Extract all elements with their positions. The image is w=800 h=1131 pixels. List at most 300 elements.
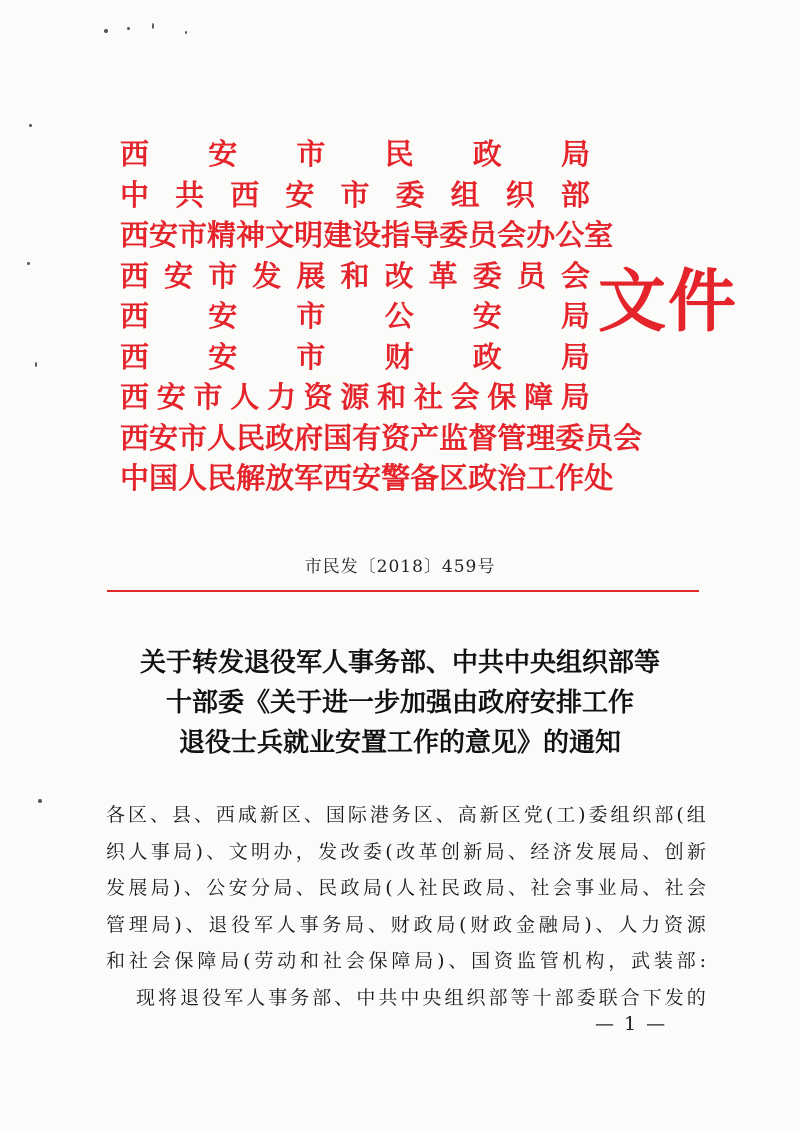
organization-char: 中 — [120, 461, 150, 495]
body-char: 局 — [362, 877, 382, 899]
organization-char: 管 — [497, 420, 527, 455]
body-char: 西 — [215, 804, 235, 826]
body-char: 央 — [422, 986, 442, 1009]
organization-char: 安 — [472, 299, 502, 333]
organization-char: 西 — [120, 299, 150, 333]
body-char: 保 — [368, 950, 388, 972]
organization-char: 民 — [384, 137, 414, 171]
body-char: ( — [459, 913, 467, 936]
organization-char: 市 — [296, 299, 326, 333]
organization-char: 改 — [384, 258, 414, 293]
organization-char: 精 — [207, 218, 237, 252]
organization-char: 委 — [555, 420, 585, 455]
title-line: 退役士兵就业安置工作的意见》的通知 — [178, 728, 621, 758]
body-char: 部 — [654, 804, 674, 826]
organization-char: 民 — [207, 461, 237, 495]
body-char: 务 — [391, 804, 411, 826]
body-char: 监 — [516, 950, 536, 972]
body-char: 中 — [400, 986, 420, 1009]
organization-char: 织 — [505, 177, 535, 212]
body-char: 务 — [290, 986, 310, 1009]
body-char: 、 — [193, 804, 213, 826]
body-char: 区 — [501, 804, 521, 826]
body-char: 组 — [610, 804, 630, 826]
organization-char: 作 — [555, 461, 585, 495]
organization-char: 源 — [340, 380, 370, 414]
organization-char: 市 — [296, 339, 326, 374]
body-char: 管 — [106, 913, 126, 936]
organization-char: 资 — [381, 420, 411, 455]
body-char: 文 — [228, 840, 248, 863]
body-char: 改 — [340, 840, 360, 863]
body-char: 发 — [664, 986, 684, 1009]
body-char: 、 — [367, 913, 387, 936]
organization-char: 区 — [439, 461, 469, 495]
body-char: 、 — [507, 840, 527, 863]
organization-char: 神 — [236, 218, 266, 252]
body-char: 社 — [664, 877, 684, 899]
body-line — [106, 797, 706, 834]
body-char: ， — [295, 840, 315, 863]
body-char: 部 — [312, 986, 332, 1009]
body-char: 高 — [457, 804, 477, 826]
body-char: 新 — [259, 804, 279, 826]
body-char: 源 — [686, 913, 706, 936]
organization-line — [120, 296, 590, 337]
organization-char: 安 — [164, 258, 194, 293]
body-char: 人 — [128, 840, 148, 863]
organization-char: 理 — [526, 420, 556, 455]
organization-char: 员 — [516, 258, 546, 293]
scan-speck — [29, 124, 32, 127]
organization-char: 西 — [120, 137, 150, 171]
organization-char: 保 — [487, 380, 517, 414]
scan-speck — [104, 29, 108, 33]
organization-char: 安 — [156, 380, 186, 414]
body-char: 部 — [488, 986, 508, 1009]
organization-char: 局 — [560, 137, 590, 171]
body-char: 展 — [597, 840, 617, 863]
body-char: 、 — [303, 804, 323, 826]
body-char: 咸 — [237, 804, 257, 826]
organization-char: 会 — [497, 218, 527, 252]
body-line — [106, 834, 706, 871]
organization-char: 公 — [384, 299, 414, 333]
body-char: ， — [608, 950, 628, 972]
body-char: 局 — [150, 877, 170, 899]
body-char: 展 — [128, 877, 148, 899]
body-char: ( — [676, 804, 684, 826]
organization-char: 西 — [120, 258, 150, 293]
organization-char: 西 — [120, 339, 150, 374]
body-char: 各 — [106, 804, 126, 826]
body-char: 障 — [197, 950, 217, 972]
body-char: 、 — [334, 986, 354, 1009]
body-char: 织 — [106, 840, 126, 863]
body-char: 理 — [128, 913, 148, 936]
organization-char: 政 — [472, 339, 502, 374]
body-char: 会 — [552, 877, 572, 899]
body-char: 十 — [532, 986, 552, 1009]
body-char: 局 — [173, 840, 193, 863]
body-char: 役 — [231, 913, 251, 936]
body-char: 会 — [151, 950, 171, 972]
body-char: 退 — [208, 913, 228, 936]
body-char: ) — [437, 950, 445, 972]
body-char: 务 — [322, 913, 342, 936]
body-char: 工 — [556, 804, 576, 826]
body-char: 、 — [183, 877, 203, 899]
body-char: 新 — [463, 840, 483, 863]
organization-line — [120, 175, 590, 216]
body-char: ( — [385, 840, 393, 863]
organization-line — [120, 215, 614, 256]
organization-char: 部 — [560, 177, 590, 212]
organization-char: 共 — [175, 177, 205, 212]
body-char: 新 — [686, 840, 706, 863]
organization-char: 安 — [149, 420, 179, 455]
body-char: 、 — [507, 877, 527, 899]
organization-char: 委 — [472, 258, 502, 293]
organization-char: 政 — [265, 420, 295, 455]
body-char: 织 — [466, 986, 486, 1009]
organization-char: 安 — [352, 461, 382, 495]
organization-char: 会 — [613, 420, 643, 455]
body-char: 革 — [418, 840, 438, 863]
organization-char: 有 — [352, 420, 382, 455]
organization-char: 和 — [377, 380, 407, 414]
body-char: 资 — [663, 913, 683, 936]
body-char: 济 — [552, 840, 572, 863]
scan-speck — [185, 31, 187, 34]
body-char: 、 — [595, 913, 615, 936]
organization-char: 设 — [352, 218, 382, 252]
body-char: 保 — [174, 950, 194, 972]
organization-char: 资 — [303, 380, 333, 414]
body-char: 局 — [619, 877, 639, 899]
organization-char: 建 — [323, 218, 353, 252]
organization-char: 西 — [120, 218, 150, 252]
organization-char: 西 — [230, 177, 260, 212]
organization-char: 力 — [266, 380, 296, 414]
document-number: 市民发〔2018〕459号 — [304, 557, 496, 577]
body-char: 局 — [273, 877, 293, 899]
body-char: 现 — [136, 986, 156, 1009]
organization-char: 西 — [120, 380, 150, 414]
organization-char: 放 — [265, 461, 295, 495]
body-char: ) — [578, 804, 586, 826]
organization-char: 办 — [526, 218, 556, 252]
organization-char: 局 — [560, 339, 590, 374]
scan-speck — [127, 27, 130, 30]
body-char: 中 — [356, 986, 376, 1009]
body-char: 力 — [641, 913, 661, 936]
organization-char: 人 — [230, 380, 260, 414]
body-char: 金 — [515, 913, 535, 936]
body-char: ( — [385, 877, 393, 899]
body-char: 区 — [281, 804, 301, 826]
organization-line — [120, 256, 590, 297]
body-char: ) — [195, 840, 203, 863]
organization-char: 组 — [450, 177, 480, 212]
organization-char: 财 — [384, 339, 414, 374]
body-char: 国 — [325, 804, 345, 826]
organization-char: 产 — [410, 420, 440, 455]
body-char: 、 — [642, 877, 662, 899]
body-char: 政 — [463, 877, 483, 899]
body-char: 事 — [150, 840, 170, 863]
body-char: 民 — [318, 877, 338, 899]
organization-char: 发 — [252, 258, 282, 293]
body-char: 等 — [510, 986, 530, 1009]
body-char: 办 — [273, 840, 293, 863]
organization-char: 人 — [207, 420, 237, 455]
body-char: 组 — [444, 986, 464, 1009]
body-char: 组 — [686, 804, 706, 826]
body-char: 新 — [479, 804, 499, 826]
organization-char: 西 — [323, 461, 353, 495]
body-char: 、 — [149, 804, 169, 826]
body-char: 委 — [576, 986, 596, 1009]
body-char: 局 — [151, 913, 171, 936]
organization-char: 监 — [439, 420, 469, 455]
organization-char: 局 — [560, 380, 590, 414]
body-char: 役 — [202, 986, 222, 1009]
organization-char: 委 — [395, 177, 425, 212]
body-char: 党 — [523, 804, 543, 826]
body-char: 社 — [322, 950, 342, 972]
body-char: 、 — [206, 840, 226, 863]
body-char: 际 — [347, 804, 367, 826]
body-char: 创 — [440, 840, 460, 863]
body-char: 、 — [448, 950, 468, 972]
organization-char: 安 — [149, 218, 179, 252]
organization-char: 督 — [468, 420, 498, 455]
organization-char: 指 — [381, 218, 411, 252]
body-char: 分 — [251, 877, 271, 899]
organization-char: 和 — [340, 258, 370, 293]
body-char: 局 — [485, 877, 505, 899]
body-char: 和 — [300, 950, 320, 972]
body-char: 部 — [554, 986, 574, 1009]
body-char: 财 — [390, 913, 410, 936]
body-char: 动 — [277, 950, 297, 972]
body-char: 发 — [106, 877, 126, 899]
scan-speck — [152, 23, 154, 29]
document-word: 文件 — [598, 262, 739, 342]
organization-char: 处 — [584, 461, 614, 495]
body-char: ) — [174, 913, 182, 936]
body-char: 政 — [493, 913, 513, 936]
body-char: 构 — [585, 950, 605, 972]
organization-char: 中 — [120, 177, 150, 212]
organization-char: 革 — [428, 258, 458, 293]
body-char: 安 — [228, 877, 248, 899]
organization-char: 展 — [296, 258, 326, 293]
body-char: 发 — [575, 840, 595, 863]
organization-char: 国 — [323, 420, 353, 455]
body-char: 国 — [471, 950, 491, 972]
body-char: 机 — [562, 950, 582, 972]
organization-line — [120, 337, 590, 378]
body-char: 军 — [253, 913, 273, 936]
organization-char: 警 — [381, 461, 411, 495]
body-line — [106, 870, 706, 907]
body-char: 港 — [369, 804, 389, 826]
body-char: 业 — [597, 877, 617, 899]
body-char: 事 — [268, 986, 288, 1009]
organization-line — [120, 134, 590, 175]
body-char: 社 — [530, 877, 550, 899]
body-char: 人 — [276, 913, 296, 936]
organization-char: 市 — [178, 218, 208, 252]
body-char: 管 — [539, 950, 559, 972]
organization-char: 府 — [294, 420, 324, 455]
organization-char: 安 — [208, 137, 238, 171]
body-char: 明 — [251, 840, 271, 863]
organization-char: 市 — [340, 177, 370, 212]
body-char: 共 — [378, 986, 398, 1009]
organization-char: 障 — [524, 380, 554, 414]
body-char: 局 — [485, 840, 505, 863]
organization-char: 工 — [526, 461, 556, 495]
body-char: 人 — [618, 913, 638, 936]
body-char: 和 — [106, 950, 126, 972]
organization-char: 安 — [208, 339, 238, 374]
document-body — [106, 797, 706, 1016]
body-char: 会 — [345, 950, 365, 972]
body-line — [106, 907, 706, 944]
body-char: 会 — [686, 877, 706, 899]
organization-char: 员 — [584, 420, 614, 455]
body-char: 事 — [299, 913, 319, 936]
body-char: 区 — [413, 804, 433, 826]
body-char: 、 — [185, 913, 205, 936]
body-char: 军 — [224, 986, 244, 1009]
body-char: 融 — [538, 913, 558, 936]
body-char: 社 — [418, 877, 438, 899]
organization-char: 市 — [178, 420, 208, 455]
organization-char: 文 — [265, 218, 295, 252]
letterhead-organizations — [120, 134, 643, 499]
organization-char: 治 — [497, 461, 527, 495]
organization-char: 会 — [560, 258, 590, 293]
body-char: 政 — [340, 877, 360, 899]
organization-line — [120, 418, 643, 459]
body-char: 人 — [396, 877, 416, 899]
body-char: 财 — [470, 913, 490, 936]
body-char: 、 — [295, 877, 315, 899]
title-line: 关于转发退役军人事务部、中共中央组织部等 — [139, 648, 660, 678]
body-char: 局 — [561, 913, 581, 936]
body-char: 局 — [345, 913, 365, 936]
body-char: ) — [584, 913, 592, 936]
body-char: 改 — [396, 840, 416, 863]
document-title — [60, 643, 740, 763]
body-char: 下 — [642, 986, 662, 1009]
scan-speck — [35, 362, 37, 367]
body-char: 资 — [494, 950, 514, 972]
organization-char: 军 — [294, 461, 324, 495]
organization-char: 室 — [584, 218, 614, 252]
body-char: 武 — [631, 950, 651, 972]
organization-char: 会 — [450, 380, 480, 414]
body-char: 委 — [362, 840, 382, 863]
body-char: 经 — [530, 840, 550, 863]
body-char: 县 — [171, 804, 191, 826]
body-char: 障 — [391, 950, 411, 972]
body-char: 劳 — [254, 950, 274, 972]
body-char: : — [699, 950, 706, 972]
organization-line — [120, 458, 614, 499]
body-char: 装 — [653, 950, 673, 972]
organization-char: 安 — [285, 177, 315, 212]
body-char: 局 — [220, 950, 240, 972]
organization-char: 国 — [149, 461, 179, 495]
body-char: ( — [545, 804, 554, 826]
body-char: 人 — [246, 986, 266, 1009]
organization-char: 民 — [236, 420, 266, 455]
body-char: 部 — [676, 950, 696, 972]
body-char: 政 — [413, 913, 433, 936]
body-char: 局 — [414, 950, 434, 972]
body-char: 将 — [158, 986, 178, 1009]
organization-char: 西 — [120, 420, 150, 455]
organization-char: 局 — [560, 299, 590, 333]
body-char: ( — [243, 950, 251, 972]
body-line — [106, 980, 706, 1017]
scan-speck — [38, 799, 42, 803]
body-char: 退 — [180, 986, 200, 1009]
body-char: 社 — [128, 950, 148, 972]
body-char: 合 — [620, 986, 640, 1009]
page-number: — 1 — — [595, 1013, 668, 1035]
body-char: 发 — [318, 840, 338, 863]
body-char: 局 — [619, 840, 639, 863]
scan-speck — [27, 262, 30, 265]
organization-char: 解 — [236, 461, 266, 495]
body-char: 织 — [632, 804, 652, 826]
body-char: 、 — [642, 840, 662, 863]
body-char: 区 — [127, 804, 147, 826]
organization-char: 安 — [208, 299, 238, 333]
organization-char: 政 — [472, 137, 502, 171]
body-line — [106, 943, 706, 980]
body-char: 、 — [435, 804, 455, 826]
organization-char: 市 — [193, 380, 223, 414]
organization-char: 人 — [178, 461, 208, 495]
body-char: 委 — [588, 804, 608, 826]
body-char: 联 — [598, 986, 618, 1009]
organization-char: 公 — [555, 218, 585, 252]
organization-char: 市 — [208, 258, 238, 293]
organization-char: 员 — [468, 218, 498, 252]
organization-char: 明 — [294, 218, 324, 252]
body-char: 公 — [206, 877, 226, 899]
body-char: 创 — [664, 840, 684, 863]
organization-char: 备 — [410, 461, 440, 495]
organization-char: 委 — [439, 218, 469, 252]
organization-char: 政 — [468, 461, 498, 495]
title-line: 十部委《关于进一步加强由政府安排工作 — [165, 688, 634, 718]
body-char: 民 — [440, 877, 460, 899]
organization-char: 导 — [410, 218, 440, 252]
body-char: ) — [173, 877, 181, 899]
body-char: 局 — [436, 913, 456, 936]
organization-char: 社 — [413, 380, 443, 414]
organization-line — [120, 377, 590, 418]
body-char: 的 — [686, 986, 706, 1009]
